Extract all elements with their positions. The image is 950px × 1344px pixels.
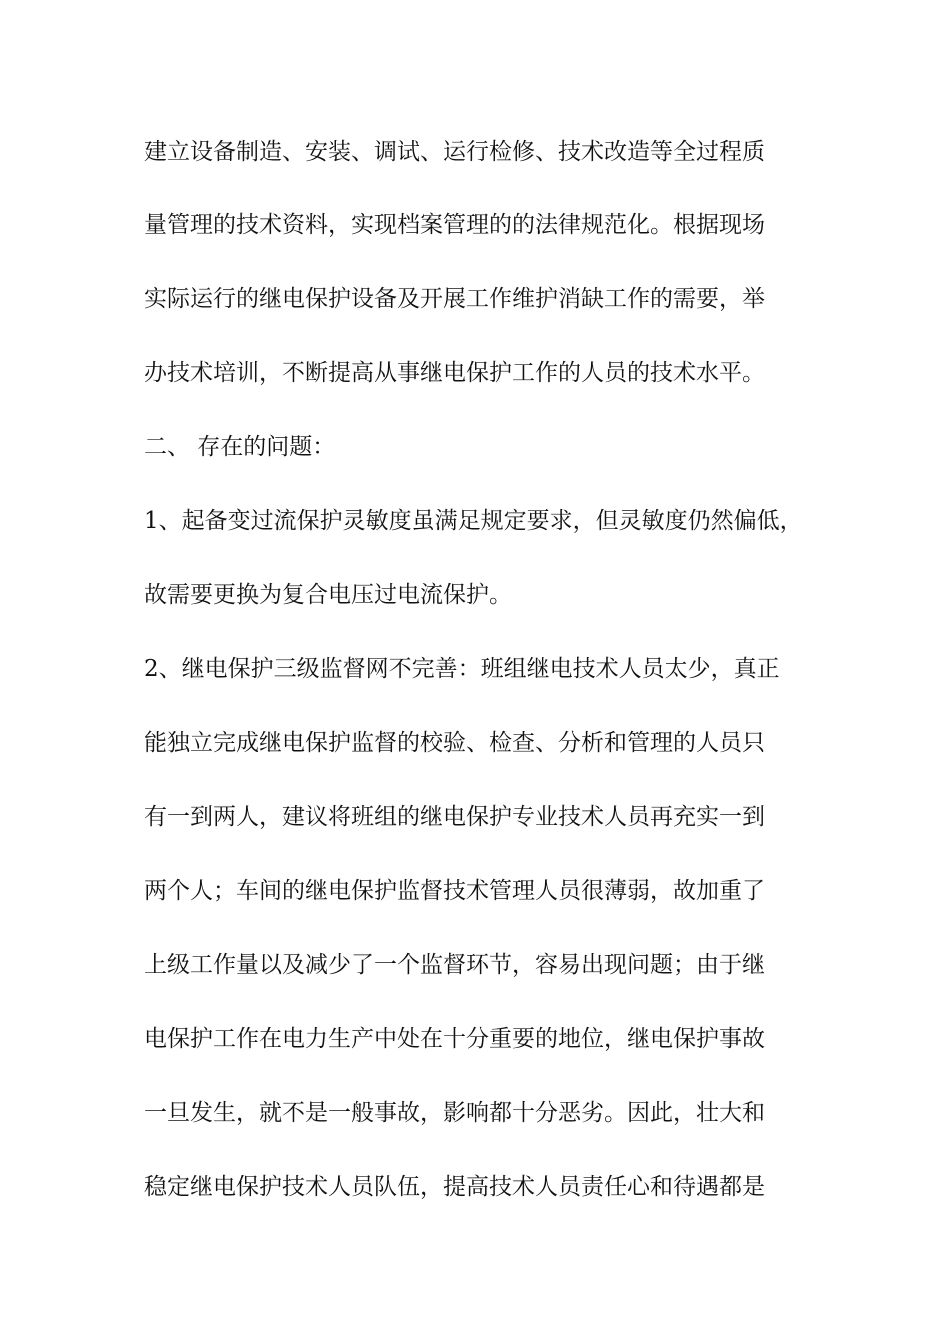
body-text-line: 稳定继电保护技术人员队伍，提高技术人员责任心和待遇都是 (144, 1174, 765, 1200)
body-text-line: 电保护工作在电力生产中处在十分重要的地位，继电保护事故 (144, 1026, 765, 1052)
section-heading: 二、 存在的问题： (144, 434, 336, 460)
body-text-line: 一旦发生，就不是一般事故，影响都十分恶劣。因此，壮大和 (144, 1100, 765, 1126)
body-text-line: 建立设备制造、安装、调试、运行检修、技术改造等全过程质 (144, 139, 765, 165)
list-item-1-text: 1、起备变过流保护灵敏度虽满足规定要求，但灵敏度仍然偏低， (144, 508, 803, 534)
body-text-line: 能独立完成继电保护监督的校验、检查、分析和管理的人员只 (144, 730, 765, 756)
body-text-line: 办技术培训，不断提高从事继电保护工作的人员的技术水平。 (144, 360, 765, 386)
body-text-line: 有一到两人，建议将班组的继电保护专业技术人员再充实一到 (144, 804, 765, 830)
body-text-line: 两个人；车间的继电保护监督技术管理人员很薄弱，故加重了 (144, 878, 765, 904)
body-text-line: 故需要更换为复合电压过电流保护。 (144, 582, 512, 608)
body-text-line: 实际运行的继电保护设备及开展工作维护消缺工作的需要，举 (144, 286, 765, 312)
body-text-line: 上级工作量以及减少了一个监督环节，容易出现问题；由于继 (144, 952, 765, 978)
list-item-2-text: 2、继电保护三级监督网不完善：班组继电技术人员太少，真正 (144, 656, 780, 682)
body-text-line: 量管理的技术资料，实现档案管理的的法律规范化。根据现场 (144, 212, 765, 238)
